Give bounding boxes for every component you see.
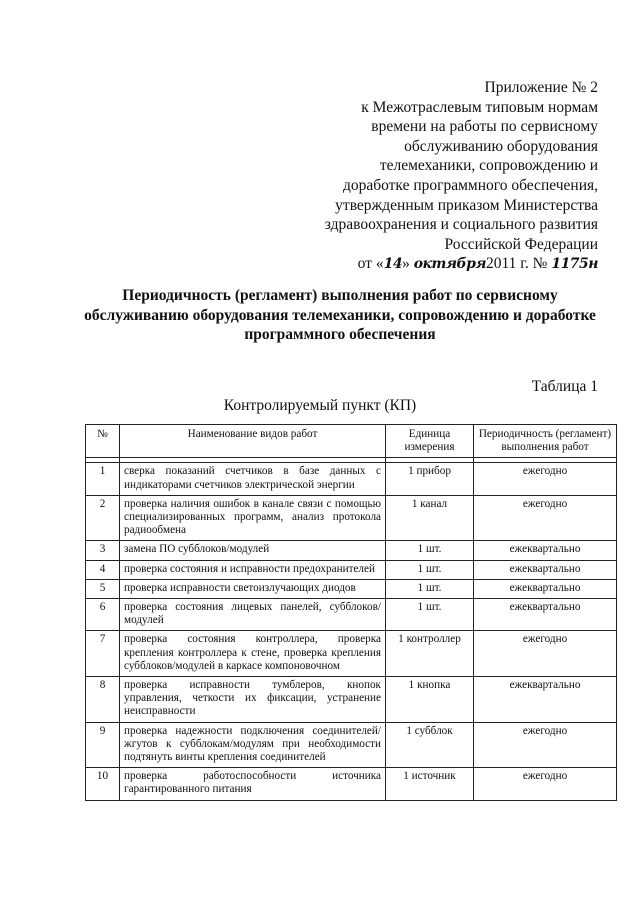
- table-caption: Контролируемый пункт (КП): [223, 397, 417, 414]
- annex-line: времени на работы по сервисному: [371, 118, 598, 136]
- document-title: [60, 286, 620, 345]
- row-number: 4: [86, 560, 120, 579]
- annex-line: телемеханики, сопровождению и: [379, 157, 598, 175]
- row-unit: 1 шт.: [386, 560, 474, 579]
- annex-line: здравоохранения и социального развития: [324, 216, 598, 234]
- table-row: [86, 599, 617, 631]
- table-header-row: [86, 425, 617, 458]
- row-period: ежегодно: [474, 631, 617, 677]
- row-period: ежеквартально: [474, 541, 617, 560]
- row-period: ежегодно: [474, 495, 617, 541]
- table-row: [86, 722, 617, 768]
- row-work: проверка наличия ошибок в канале связи с помощью специализированных программ, анализ протокола радиообмена: [120, 495, 386, 541]
- row-unit: 1 источник: [386, 768, 474, 800]
- date-mid: »: [402, 255, 414, 273]
- row-number: 2: [86, 495, 120, 541]
- row-unit: 1 шт.: [386, 541, 474, 560]
- table-row: [86, 495, 617, 541]
- row-period: ежегодно: [474, 722, 617, 768]
- date-year: 2011 г. №: [486, 255, 552, 273]
- title-line: программного обеспечения: [244, 326, 436, 343]
- table-row: [86, 631, 617, 677]
- row-unit: 1 кнопка: [386, 677, 474, 723]
- row-number: 8: [86, 677, 120, 723]
- schedule-table: [85, 424, 617, 801]
- annex-line: утвержденным приказом Министерства: [335, 196, 598, 214]
- row-unit: 1 шт.: [386, 579, 474, 598]
- header-number: №: [86, 425, 120, 458]
- row-unit: 1 прибор: [386, 463, 474, 495]
- row-number: 9: [86, 722, 120, 768]
- row-work: проверка состояния лицевых панелей, субблоков/модулей: [120, 599, 386, 631]
- table-label: Таблица 1: [531, 378, 598, 395]
- row-period: ежеквартально: [474, 579, 617, 598]
- row-number: 7: [86, 631, 120, 677]
- row-work: проверка надежности подключения соединителей/жгутов к субблокам/модулям при необходимости подтянуть винты крепления соединителей: [120, 722, 386, 768]
- header-unit: Единица измерения: [386, 425, 474, 458]
- row-period: ежеквартально: [474, 677, 617, 723]
- annex-line: к Межотраслевым типовым нормам: [361, 98, 598, 116]
- row-number: 5: [86, 579, 120, 598]
- date-day-handwritten: 14: [383, 256, 403, 273]
- annex-line: Приложение № 2: [484, 79, 598, 96]
- row-work: сверка показаний счетчиков в базе данных с индикаторами счетчиков электрической энергии: [120, 463, 386, 495]
- date-month-handwritten: октября: [413, 256, 486, 273]
- annex-line: обслуживанию оборудования: [404, 137, 598, 155]
- row-period: ежегодно: [474, 768, 617, 800]
- row-period: ежеквартально: [474, 560, 617, 579]
- table-row: [86, 463, 617, 495]
- annex-line: доработке программного обеспечения,: [342, 176, 598, 194]
- row-number: 1: [86, 463, 120, 495]
- row-work: проверка состояния и исправности предохранителей: [120, 560, 386, 579]
- row-number: 3: [86, 541, 120, 560]
- annex-block: [238, 78, 598, 275]
- table-row: [86, 541, 617, 560]
- table-row: [86, 560, 617, 579]
- row-unit: 1 контроллер: [386, 631, 474, 677]
- title-line: Периодичность (регламент) выполнения работ по сервисному: [122, 287, 558, 304]
- annex-line: Российской Федерации: [444, 235, 598, 253]
- row-unit: 1 субблок: [386, 722, 474, 768]
- header-work: Наименование видов работ: [120, 425, 386, 458]
- row-unit: 1 канал: [386, 495, 474, 541]
- row-work: замена ПО субблоков/модулей: [120, 541, 386, 560]
- row-work: проверка работоспособности источника гарантированного питания: [120, 768, 386, 800]
- row-period: ежеквартально: [474, 599, 617, 631]
- row-work: проверка исправности тумблеров, кнопок управления, четкости их фиксации, устранение неисправности: [120, 677, 386, 723]
- date-prefix: от «: [357, 255, 384, 273]
- order-number-handwritten: 1175н: [551, 256, 598, 273]
- row-period: ежегодно: [474, 463, 617, 495]
- row-number: 10: [86, 768, 120, 800]
- row-work: проверка исправности светоизлучающих диодов: [120, 579, 386, 598]
- title-line: обслуживанию оборудования телемеханики, сопровождению и доработке: [84, 306, 596, 324]
- row-unit: 1 шт.: [386, 599, 474, 631]
- row-work: проверка состояния контроллера, проверка крепления контроллера к стене, проверка крепления субблоков/модулей в каркасе компоновочном: [120, 631, 386, 677]
- table-row: [86, 768, 617, 800]
- header-period: Периодичность (регламент) выполнения работ: [474, 425, 617, 458]
- annex-date-line: [238, 254, 598, 275]
- row-number: 6: [86, 599, 120, 631]
- table-row: [86, 579, 617, 598]
- table-row: [86, 677, 617, 723]
